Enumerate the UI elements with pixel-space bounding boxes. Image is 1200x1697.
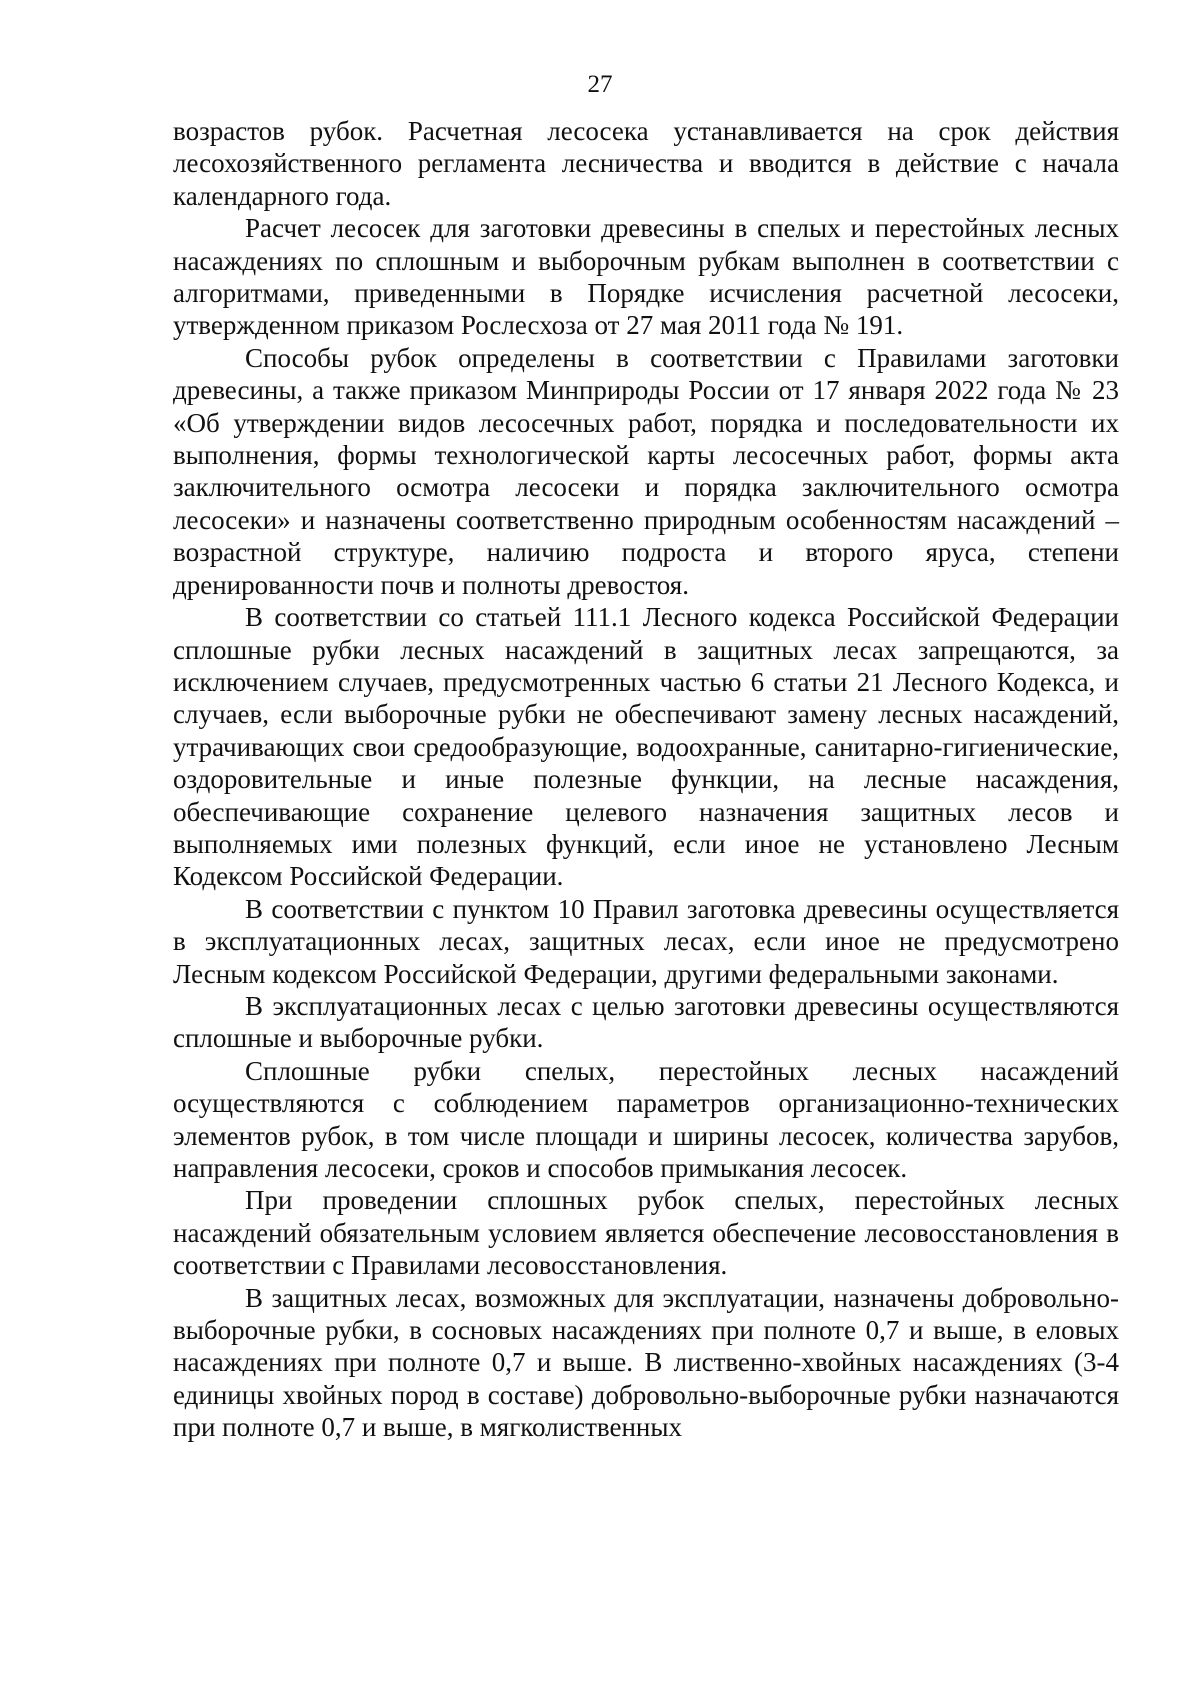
paragraph: В соответствии со статьей 111.1 Лесного кодекса Российской Федерации сплошные рубки лесных насаждений в защитных лесах запрещаются, за исключением случаев, предусмотренных частью 6 статьи 21 Лесного Кодекса, и случаев, если выборочные рубки не обеспечивают замену лесных насаждений, утрачивающих свои средообразующие, водоохранные, санитарно-гигиенические, оздоровительные и иные полезные функции, на лесные насаждения, обеспечивающие сохранение целевого назначения защитных лесов и выполняемых ими полезных функций, если иное не установлено Лесным Кодексом Российской Федерации. <box>173 602 1119 892</box>
paragraph: В защитных лесах, возможных для эксплуатации, назначены добровольно-выборочные рубки, в сосновых насаждениях при полноте 0,7 и выше, в еловых насаждениях при полноте 0,7 и выше. В лиственно-хвойных насаждениях (3-4 единицы хвойных пород в составе) добровольно-выборочные рубки назначаются при полноте 0,7 и выше, в мягколиственных <box>173 1282 1119 1443</box>
paragraph: Расчет лесосек для заготовки древесины в спелых и перестойных лесных насаждениях по сплошным и выборочным рубкам выполнен в соответствии с алгоритмами, приведенными в Порядке исчисления расчетной лесосеки, утвержденном приказом Рослесхоза от 27 мая 2011 года № 191. <box>173 213 1119 341</box>
paragraph: возрастов рубок. Расчетная лесосека устанавливается на срок действия лесохозяйственного регламента лесничества и вводится в действие с начала календарного года. <box>173 116 1119 211</box>
document-body <box>173 115 1119 1444</box>
paragraph: В соответствии с пунктом 10 Правил заготовка древесины осуществляется в эксплуатационных лесах, защитных лесах, если иное не предусмотрено Лесным кодексом Российской Федерации, другими федеральными законами. <box>173 893 1119 989</box>
paragraph: В эксплуатационных лесах с целью заготовки древесины осуществляются сплошные и выборочные рубки. <box>173 990 1119 1054</box>
paragraph: Способы рубок определены в соответствии с Правилами заготовки древесины, а также приказом Минприроды России от 17 января 2022 года № 23 «Об утверждении видов лесосечных работ, порядка и последовательности их выполнения, формы технологической карты лесосечных работ, формы акта заключительного осмотра лесосеки и порядка заключительного осмотра лесосеки» и назначены соответственно природным особенностям насаждений – возрастной структуре, наличию подроста и второго яруса, степени дренированности почв и полноты древостоя. <box>173 342 1119 600</box>
paragraph: При проведении сплошных рубок спелых, перестойных лесных насаждений обязательным условием является обеспечение лесовосстановления в соответствии с Правилами лесовосстановления. <box>173 1185 1119 1281</box>
page-number: 27 <box>587 71 613 98</box>
paragraph: Сплошные рубки спелых, перестойных лесных насаждений осуществляются с соблюдением параметров организационно-технических элементов рубок, в том числе площади и ширины лесосек, количества зарубов, направления лесосеки, сроков и способов примыкания лесосек. <box>173 1055 1119 1183</box>
